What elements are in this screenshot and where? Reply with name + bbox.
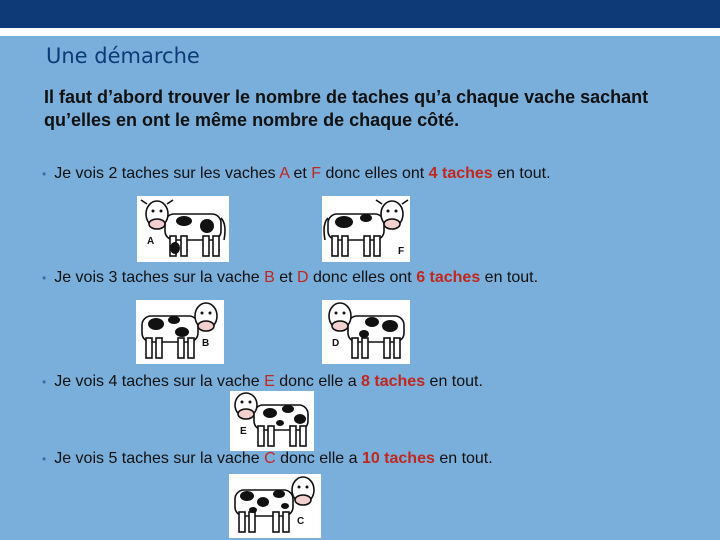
spot-total: 8 taches <box>361 373 426 390</box>
bullet-2: • Je vois 3 taches sur la vache B et D donc elles ont 6 taches en tout. <box>42 269 539 286</box>
spot-total: 4 taches <box>428 165 493 182</box>
header-divider <box>0 28 720 36</box>
cow-label: A <box>147 236 155 247</box>
cow-image-d <box>322 300 410 364</box>
header-bar <box>0 0 720 28</box>
cow-letter: F <box>311 165 322 182</box>
cow-image-c <box>229 474 321 538</box>
cow-letter: E <box>264 373 275 390</box>
bullet-4: • Je vois 5 taches sur la vache C donc elle a 10 taches en tout. <box>42 450 493 467</box>
bullet-dot: • <box>42 167 47 181</box>
bullet-dot: • <box>42 452 47 466</box>
slide-title: Une démarche <box>46 44 200 68</box>
cow-letter: A <box>279 165 289 182</box>
spot-total: 6 taches <box>416 269 481 286</box>
spot-total: 10 taches <box>361 450 435 467</box>
cow-label: C <box>297 516 305 527</box>
bullet-dot: • <box>42 375 47 389</box>
cow-letter: B <box>264 269 275 286</box>
bullet-dot: • <box>42 271 47 285</box>
cow-image-f <box>322 196 410 262</box>
cow-letter: C <box>264 450 276 467</box>
intro-text: Il faut d’abord trouver le nombre de taches qu’a chaque vache sachant qu’elles en ont le même nombre de chaque côté. <box>44 87 649 130</box>
cow-letter: D <box>297 269 309 286</box>
cow-image-b <box>136 300 224 364</box>
cow-label: E <box>240 426 247 437</box>
cow-image-a <box>137 196 229 262</box>
cow-image-e <box>230 391 314 451</box>
bullet-1: • Je vois 2 taches sur les vaches A et F donc elles ont 4 taches en tout. <box>42 165 551 182</box>
bullet-3: • Je vois 4 taches sur la vache E donc elle a 8 taches en tout. <box>42 373 483 390</box>
cow-label: F <box>398 246 405 257</box>
cow-label: B <box>202 338 210 349</box>
cow-label: D <box>332 338 340 349</box>
